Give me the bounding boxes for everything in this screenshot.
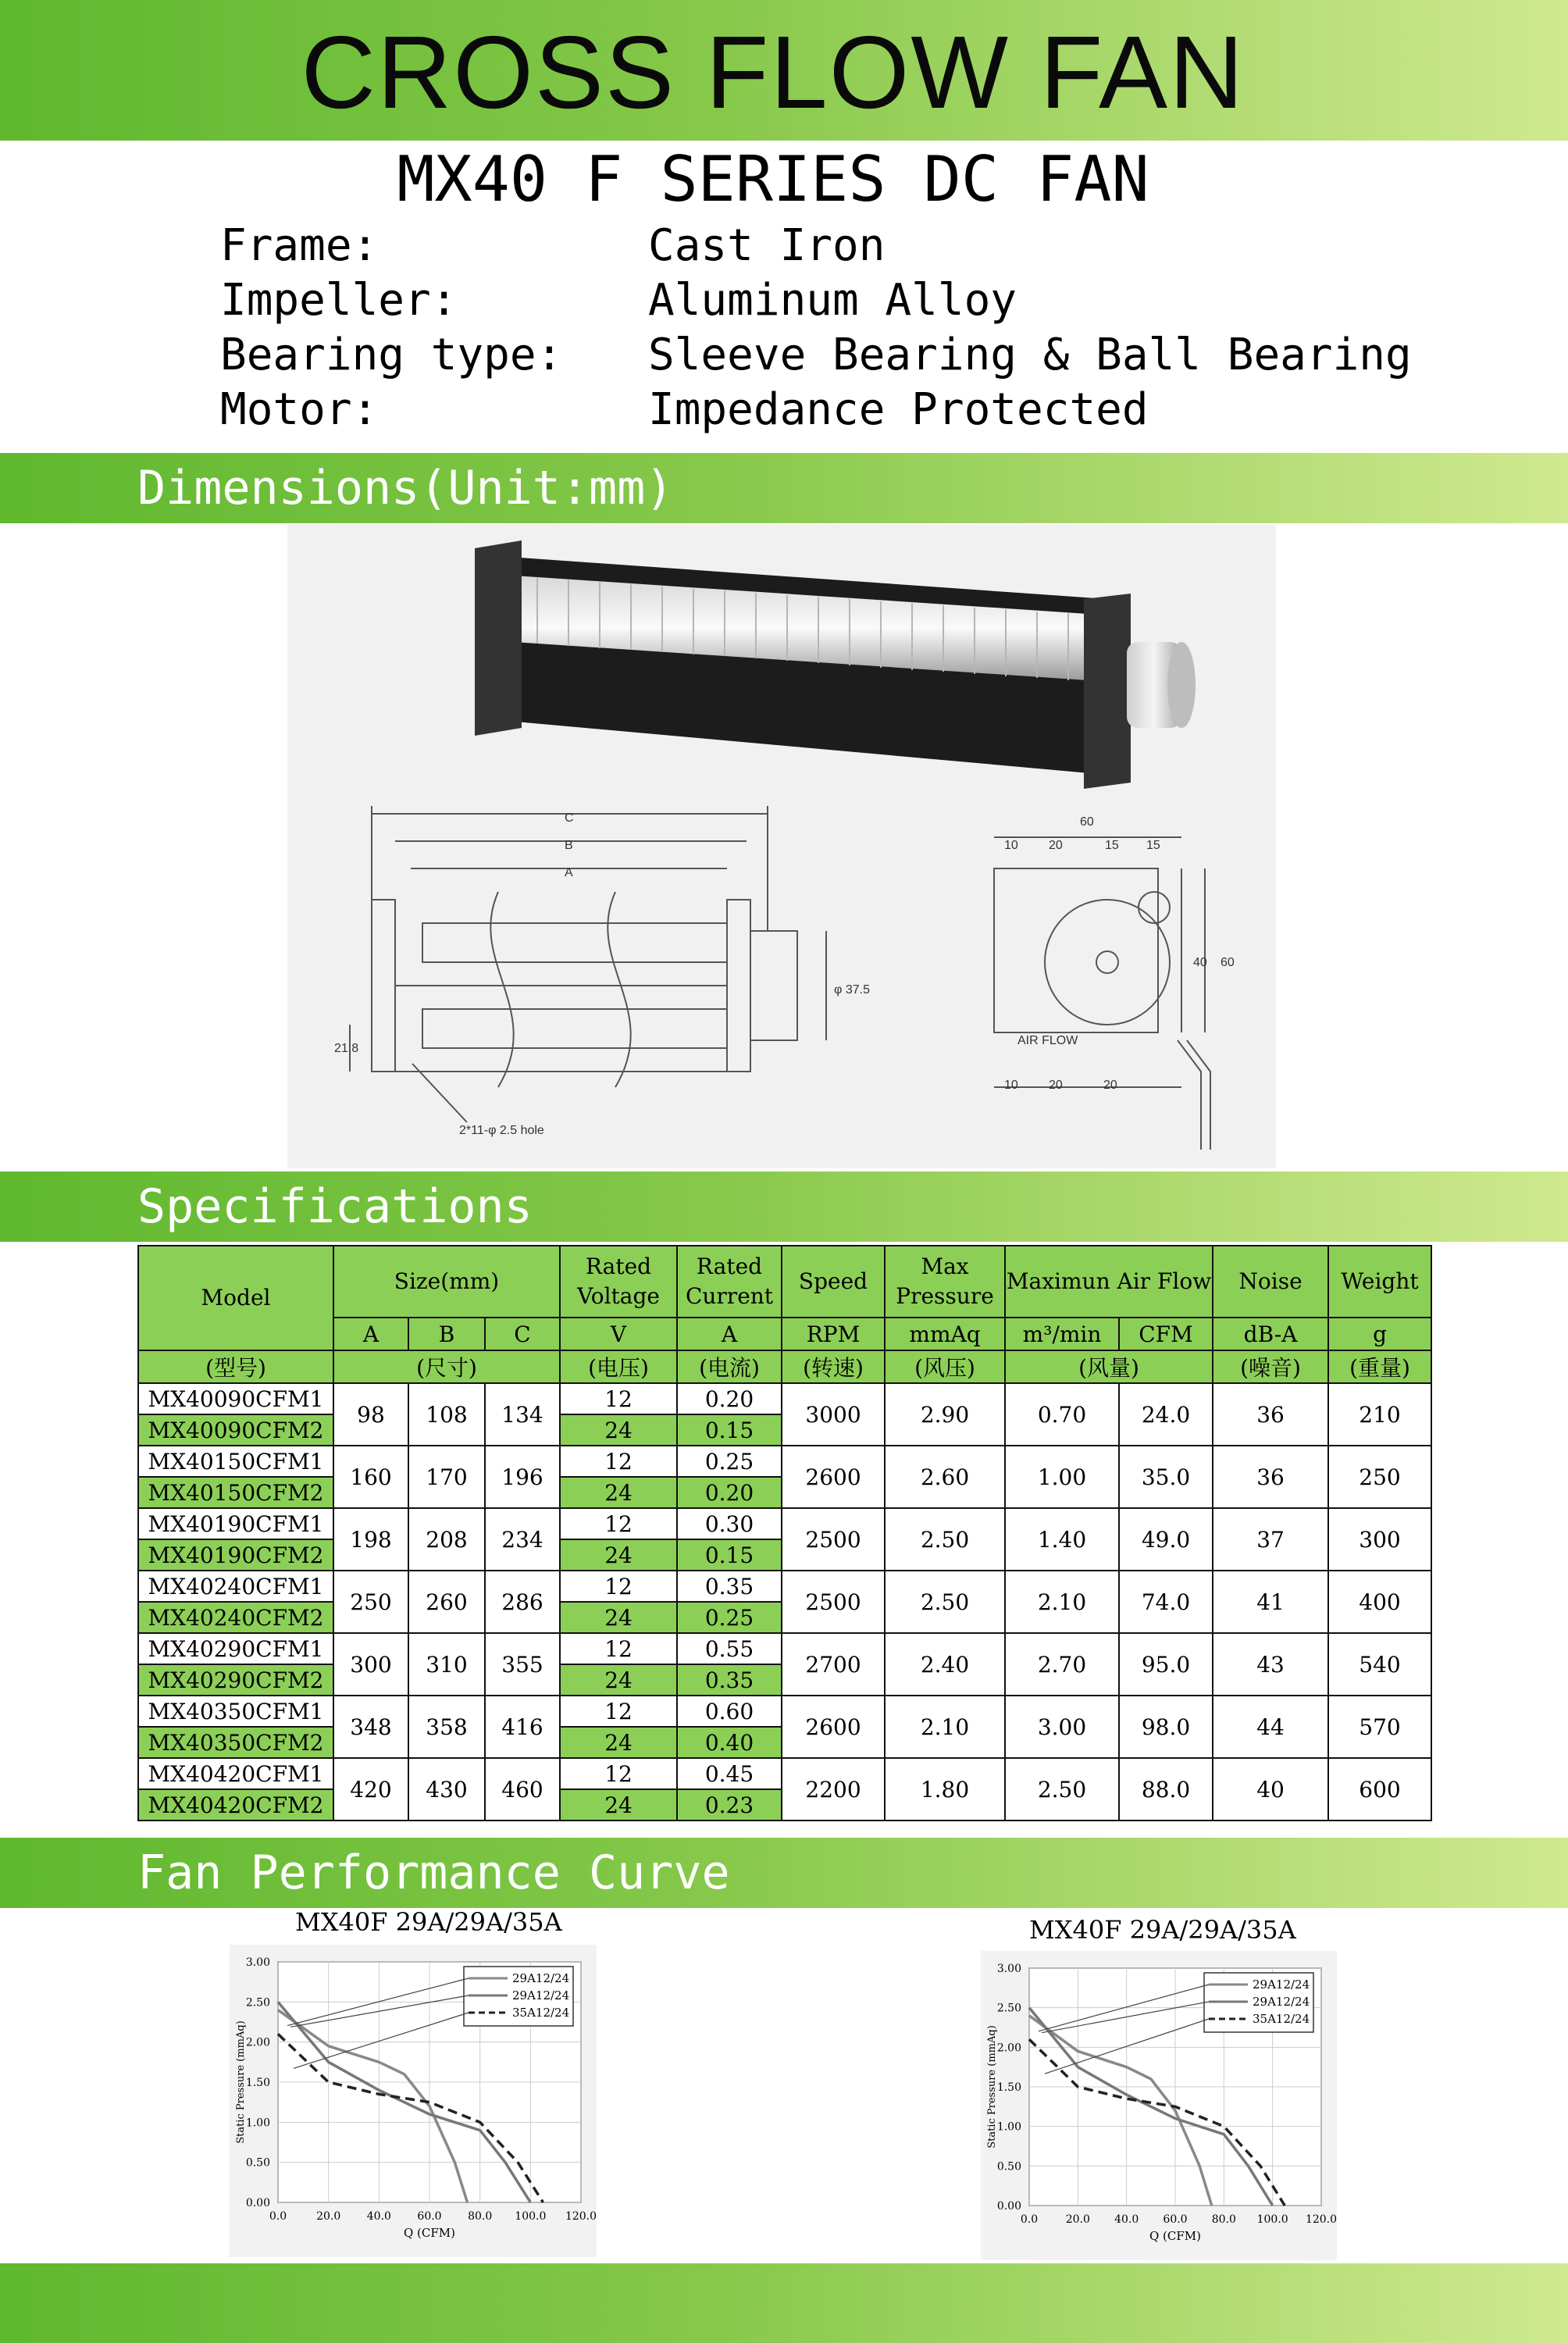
header-weight: Weight bbox=[1328, 1246, 1431, 1318]
current-cell: 0.60 bbox=[677, 1696, 782, 1727]
page-subtitle: MX40 F SERIES DC FAN bbox=[397, 143, 1149, 216]
performance-chart-left bbox=[230, 1945, 597, 2257]
unit-amp: A bbox=[677, 1318, 782, 1350]
spec-table-body bbox=[138, 1383, 1431, 1821]
size-c-cell: 196 bbox=[485, 1446, 560, 1508]
noise-cell: 40 bbox=[1213, 1758, 1328, 1821]
model-cell: MX40290CFM1 bbox=[138, 1633, 333, 1664]
airflow-cfm-cell: 49.0 bbox=[1119, 1508, 1213, 1571]
x-axis-label: Q (CFM) bbox=[403, 2226, 456, 2240]
airflow-cfm-cell: 95.0 bbox=[1119, 1633, 1213, 1696]
y-tick-label: 2.50 bbox=[996, 2002, 1021, 2015]
voltage-cell: 12 bbox=[560, 1758, 677, 1789]
current-cell: 0.35 bbox=[677, 1664, 782, 1696]
spec-value: Aluminum Alloy bbox=[648, 275, 1017, 326]
voltage-cell: 24 bbox=[560, 1602, 677, 1633]
spec-impeller bbox=[220, 273, 1017, 328]
table-row bbox=[138, 1383, 1431, 1414]
unit-v: V bbox=[560, 1318, 677, 1350]
spec-bearing bbox=[220, 328, 1412, 383]
voltage-cell: 12 bbox=[560, 1446, 677, 1477]
model-cell: MX40090CFM2 bbox=[138, 1414, 333, 1446]
x-tick-label: 0.0 bbox=[269, 2210, 287, 2223]
end-view-drawing bbox=[994, 837, 1210, 1150]
voltage-cell: 12 bbox=[560, 1633, 677, 1664]
noise-cell: 41 bbox=[1213, 1571, 1328, 1633]
airflow-m3-cell: 2.70 bbox=[1005, 1633, 1119, 1696]
airflow-m3-cell: 1.40 bbox=[1005, 1508, 1119, 1571]
weight-cell: 600 bbox=[1328, 1758, 1431, 1821]
voltage-cell: 24 bbox=[560, 1539, 677, 1571]
size-a-cell: 300 bbox=[333, 1633, 408, 1696]
end-label-20b: 20 bbox=[1049, 1079, 1063, 1092]
x-axis-label: Q (CFM) bbox=[1149, 2229, 1202, 2243]
header-max-pressure: Max Pressure bbox=[885, 1246, 1005, 1318]
dim-label-height: 21.8 bbox=[334, 1042, 359, 1055]
pressure-cell: 1.80 bbox=[885, 1758, 1005, 1821]
unit-dba: dB-A bbox=[1213, 1318, 1328, 1350]
legend-label: 29A12/24 bbox=[512, 1988, 570, 2002]
section-title-specifications: Specifications bbox=[137, 1179, 533, 1234]
cn-noise: (噪音) bbox=[1213, 1350, 1328, 1383]
y-tick-label: 0.50 bbox=[245, 2156, 270, 2170]
end-label-60: 60 bbox=[1080, 815, 1094, 829]
size-c-cell: 460 bbox=[485, 1758, 560, 1821]
cn-speed: (转速) bbox=[782, 1350, 885, 1383]
model-cell: MX40150CFM1 bbox=[138, 1446, 333, 1477]
model-cell: MX40290CFM2 bbox=[138, 1664, 333, 1696]
header-size: Size(mm) bbox=[333, 1246, 560, 1318]
end-label-15: 15 bbox=[1105, 839, 1119, 852]
size-c-cell: 286 bbox=[485, 1571, 560, 1633]
chart-title-right: MX40F 29A/29A/35A bbox=[1029, 1915, 1296, 1945]
model-cell: MX40150CFM2 bbox=[138, 1477, 333, 1508]
pressure-cell: 2.50 bbox=[885, 1508, 1005, 1571]
unit-rpm: RPM bbox=[782, 1318, 885, 1350]
size-b-cell: 310 bbox=[408, 1633, 485, 1696]
section-title-dimensions: Dimensions(Unit:mm) bbox=[137, 461, 674, 515]
spec-label: Frame: bbox=[220, 220, 379, 271]
y-axis-label: Static Pressure (mmAq) bbox=[986, 2025, 998, 2149]
airflow-cfm-cell: 35.0 bbox=[1119, 1446, 1213, 1508]
x-tick-label: 0.0 bbox=[1020, 2213, 1039, 2226]
table-row bbox=[138, 1696, 1431, 1727]
weight-cell: 400 bbox=[1328, 1571, 1431, 1633]
current-cell: 0.45 bbox=[677, 1758, 782, 1789]
dim-label-b: B bbox=[565, 839, 573, 852]
spec-value: Cast Iron bbox=[648, 220, 886, 271]
speed-cell: 2200 bbox=[782, 1758, 885, 1821]
current-cell: 0.30 bbox=[677, 1508, 782, 1539]
unit-g: g bbox=[1328, 1318, 1431, 1350]
x-tick-label: 20.0 bbox=[316, 2210, 341, 2223]
unit-mmaq: mmAq bbox=[885, 1318, 1005, 1350]
y-tick-label: 0.00 bbox=[245, 2197, 270, 2209]
cn-voltage: (电压) bbox=[560, 1350, 677, 1383]
weight-cell: 300 bbox=[1328, 1508, 1431, 1571]
cn-pressure: (风压) bbox=[885, 1350, 1005, 1383]
table-chinese-row bbox=[138, 1350, 1431, 1383]
speed-cell: 3000 bbox=[782, 1383, 885, 1446]
dim-label-a: A bbox=[565, 866, 573, 879]
legend-label: 29A12/24 bbox=[512, 1971, 570, 1985]
unit-m3min: m³/min bbox=[1005, 1318, 1119, 1350]
voltage-cell: 24 bbox=[560, 1664, 677, 1696]
cn-weight: (重量) bbox=[1328, 1350, 1431, 1383]
current-cell: 0.40 bbox=[677, 1727, 782, 1758]
end-label-15b: 15 bbox=[1146, 839, 1160, 852]
noise-cell: 37 bbox=[1213, 1508, 1328, 1571]
size-b-cell: 108 bbox=[408, 1383, 485, 1446]
size-a-cell: 198 bbox=[333, 1508, 408, 1571]
speed-cell: 2600 bbox=[782, 1446, 885, 1508]
weight-cell: 570 bbox=[1328, 1696, 1431, 1758]
size-a-cell: 348 bbox=[333, 1696, 408, 1758]
end-label-40: 40 bbox=[1193, 956, 1207, 969]
cn-current: (电流) bbox=[677, 1350, 782, 1383]
size-b-cell: 358 bbox=[408, 1696, 485, 1758]
size-b-cell: 170 bbox=[408, 1446, 485, 1508]
y-tick-label: 1.50 bbox=[996, 2081, 1021, 2094]
legend-label: 35A12/24 bbox=[512, 2006, 570, 2020]
current-cell: 0.15 bbox=[677, 1539, 782, 1571]
x-tick-label: 60.0 bbox=[417, 2210, 442, 2223]
unit-cfm: CFM bbox=[1119, 1318, 1213, 1350]
noise-cell: 36 bbox=[1213, 1446, 1328, 1508]
table-row bbox=[138, 1508, 1431, 1539]
pressure-cell: 2.60 bbox=[885, 1446, 1005, 1508]
airflow-m3-cell: 2.50 bbox=[1005, 1758, 1119, 1821]
size-c-cell: 234 bbox=[485, 1508, 560, 1571]
x-tick-label: 100.0 bbox=[1256, 2213, 1288, 2226]
model-cell: MX40420CFM2 bbox=[138, 1789, 333, 1821]
x-tick-label: 120.0 bbox=[1305, 2213, 1337, 2226]
spec-value: Impedance Protected bbox=[648, 384, 1149, 435]
y-tick-label: 2.00 bbox=[245, 2036, 270, 2049]
unit-c: C bbox=[485, 1318, 560, 1350]
end-label-20c: 20 bbox=[1103, 1079, 1117, 1092]
legend-label: 35A12/24 bbox=[1253, 2012, 1310, 2026]
size-b-cell: 208 bbox=[408, 1508, 485, 1571]
noise-cell: 44 bbox=[1213, 1696, 1328, 1758]
speed-cell: 2500 bbox=[782, 1508, 885, 1571]
size-a-cell: 250 bbox=[333, 1571, 408, 1633]
dim-label-hole: 2*11-φ 2.5 hole bbox=[459, 1124, 544, 1137]
header-max-airflow: Maximun Air Flow bbox=[1005, 1246, 1213, 1318]
current-cell: 0.20 bbox=[677, 1383, 782, 1414]
header-rated-current: Rated Current bbox=[677, 1246, 782, 1318]
table-row bbox=[138, 1758, 1431, 1789]
cn-model: (型号) bbox=[138, 1350, 333, 1383]
table-row bbox=[138, 1446, 1431, 1477]
y-tick-label: 1.00 bbox=[245, 2117, 270, 2130]
current-cell: 0.35 bbox=[677, 1571, 782, 1602]
size-a-cell: 98 bbox=[333, 1383, 408, 1446]
y-tick-label: 1.00 bbox=[996, 2120, 1021, 2134]
current-cell: 0.15 bbox=[677, 1414, 782, 1446]
chart-title-left: MX40F 29A/29A/35A bbox=[295, 1907, 562, 1937]
x-tick-label: 20.0 bbox=[1065, 2213, 1090, 2226]
cn-size: (尺寸) bbox=[333, 1350, 560, 1383]
spec-label: Impeller: bbox=[220, 275, 458, 326]
spec-label: Bearing type: bbox=[220, 330, 563, 380]
header-speed: Speed bbox=[782, 1246, 885, 1318]
spec-label: Motor: bbox=[220, 384, 379, 435]
dim-label-diameter: φ 37.5 bbox=[834, 983, 870, 997]
current-cell: 0.25 bbox=[677, 1602, 782, 1633]
spec-motor bbox=[220, 383, 1149, 437]
weight-cell: 540 bbox=[1328, 1633, 1431, 1696]
noise-cell: 36 bbox=[1213, 1383, 1328, 1446]
model-cell: MX40350CFM1 bbox=[138, 1696, 333, 1727]
end-label-10b: 10 bbox=[1004, 1079, 1018, 1092]
end-label-60b: 60 bbox=[1221, 956, 1235, 969]
current-cell: 0.20 bbox=[677, 1477, 782, 1508]
airflow-m3-cell: 3.00 bbox=[1005, 1696, 1119, 1758]
header-rated-voltage: Rated Voltage bbox=[560, 1246, 677, 1318]
table-header-row bbox=[138, 1246, 1431, 1318]
section-title-performance: Fan Performance Curve bbox=[137, 1846, 730, 1900]
model-cell: MX40090CFM1 bbox=[138, 1383, 333, 1414]
x-tick-label: 60.0 bbox=[1163, 2213, 1188, 2226]
x-tick-label: 100.0 bbox=[515, 2210, 547, 2223]
pressure-cell: 2.40 bbox=[885, 1633, 1005, 1696]
model-cell: MX40350CFM2 bbox=[138, 1727, 333, 1758]
model-cell: MX40190CFM1 bbox=[138, 1508, 333, 1539]
size-b-cell: 430 bbox=[408, 1758, 485, 1821]
airflow-m3-cell: 1.00 bbox=[1005, 1446, 1119, 1508]
noise-cell: 43 bbox=[1213, 1633, 1328, 1696]
voltage-cell: 24 bbox=[560, 1477, 677, 1508]
y-tick-label: 0.50 bbox=[996, 2160, 1021, 2174]
airflow-cfm-cell: 88.0 bbox=[1119, 1758, 1213, 1821]
size-c-cell: 416 bbox=[485, 1696, 560, 1758]
legend-label: 29A12/24 bbox=[1253, 1995, 1310, 2009]
airflow-cfm-cell: 24.0 bbox=[1119, 1383, 1213, 1446]
weight-cell: 250 bbox=[1328, 1446, 1431, 1508]
airflow-cfm-cell: 74.0 bbox=[1119, 1571, 1213, 1633]
spec-table bbox=[137, 1245, 1432, 1821]
unit-a: A bbox=[333, 1318, 408, 1350]
current-cell: 0.23 bbox=[677, 1789, 782, 1821]
x-tick-label: 80.0 bbox=[1211, 2213, 1236, 2226]
speed-cell: 2700 bbox=[782, 1633, 885, 1696]
performance-chart-right bbox=[981, 1951, 1337, 2260]
speed-cell: 2500 bbox=[782, 1571, 885, 1633]
header-noise: Noise bbox=[1213, 1246, 1328, 1318]
current-cell: 0.55 bbox=[677, 1633, 782, 1664]
airflow-m3-cell: 0.70 bbox=[1005, 1383, 1119, 1446]
y-tick-label: 2.50 bbox=[245, 1996, 270, 2010]
y-tick-label: 1.50 bbox=[245, 2077, 270, 2089]
size-a-cell: 160 bbox=[333, 1446, 408, 1508]
size-a-cell: 420 bbox=[333, 1758, 408, 1821]
model-cell: MX40240CFM2 bbox=[138, 1602, 333, 1633]
spec-value: Sleeve Bearing & Ball Bearing bbox=[648, 330, 1412, 380]
voltage-cell: 24 bbox=[560, 1414, 677, 1446]
size-c-cell: 134 bbox=[485, 1383, 560, 1446]
pressure-cell: 2.10 bbox=[885, 1696, 1005, 1758]
model-cell: MX40420CFM1 bbox=[138, 1758, 333, 1789]
size-b-cell: 260 bbox=[408, 1571, 485, 1633]
y-tick-label: 3.00 bbox=[996, 1963, 1021, 1975]
spec-frame bbox=[220, 219, 886, 273]
header-model: Model bbox=[138, 1246, 333, 1350]
model-cell: MX40240CFM1 bbox=[138, 1571, 333, 1602]
speed-cell: 2600 bbox=[782, 1696, 885, 1758]
voltage-cell: 12 bbox=[560, 1696, 677, 1727]
voltage-cell: 24 bbox=[560, 1789, 677, 1821]
unit-b: B bbox=[408, 1318, 485, 1350]
y-tick-label: 0.00 bbox=[996, 2200, 1021, 2213]
size-c-cell: 355 bbox=[485, 1633, 560, 1696]
fan-drawing bbox=[287, 525, 1276, 1168]
table-row bbox=[138, 1571, 1431, 1602]
cn-airflow: (风量) bbox=[1005, 1350, 1213, 1383]
page-title: CROSS FLOW FAN bbox=[301, 15, 1245, 130]
end-label-20: 20 bbox=[1049, 839, 1063, 852]
x-tick-label: 40.0 bbox=[1114, 2213, 1139, 2226]
footer-band bbox=[0, 2263, 1568, 2343]
x-tick-label: 120.0 bbox=[565, 2210, 597, 2223]
airflow-m3-cell: 2.10 bbox=[1005, 1571, 1119, 1633]
voltage-cell: 12 bbox=[560, 1383, 677, 1414]
end-label-10: 10 bbox=[1004, 839, 1018, 852]
y-axis-label: Static Pressure (mmAq) bbox=[235, 2020, 247, 2144]
x-tick-label: 80.0 bbox=[468, 2210, 493, 2223]
legend-label: 29A12/24 bbox=[1253, 1977, 1310, 1992]
y-tick-label: 3.00 bbox=[245, 1956, 270, 1969]
table-row bbox=[138, 1633, 1431, 1664]
pressure-cell: 2.50 bbox=[885, 1571, 1005, 1633]
end-label-airflow: AIR FLOW bbox=[1017, 1034, 1078, 1047]
airflow-cfm-cell: 98.0 bbox=[1119, 1696, 1213, 1758]
model-cell: MX40190CFM2 bbox=[138, 1539, 333, 1571]
fan-photo bbox=[475, 540, 1196, 789]
voltage-cell: 12 bbox=[560, 1571, 677, 1602]
y-tick-label: 2.00 bbox=[996, 2042, 1021, 2055]
voltage-cell: 24 bbox=[560, 1727, 677, 1758]
current-cell: 0.25 bbox=[677, 1446, 782, 1477]
side-view-drawing bbox=[350, 806, 826, 1122]
dimension-figure bbox=[287, 525, 1276, 1168]
weight-cell: 210 bbox=[1328, 1383, 1431, 1446]
voltage-cell: 12 bbox=[560, 1508, 677, 1539]
pressure-cell: 2.90 bbox=[885, 1383, 1005, 1446]
x-tick-label: 40.0 bbox=[366, 2210, 391, 2223]
dim-label-c: C bbox=[565, 811, 574, 825]
